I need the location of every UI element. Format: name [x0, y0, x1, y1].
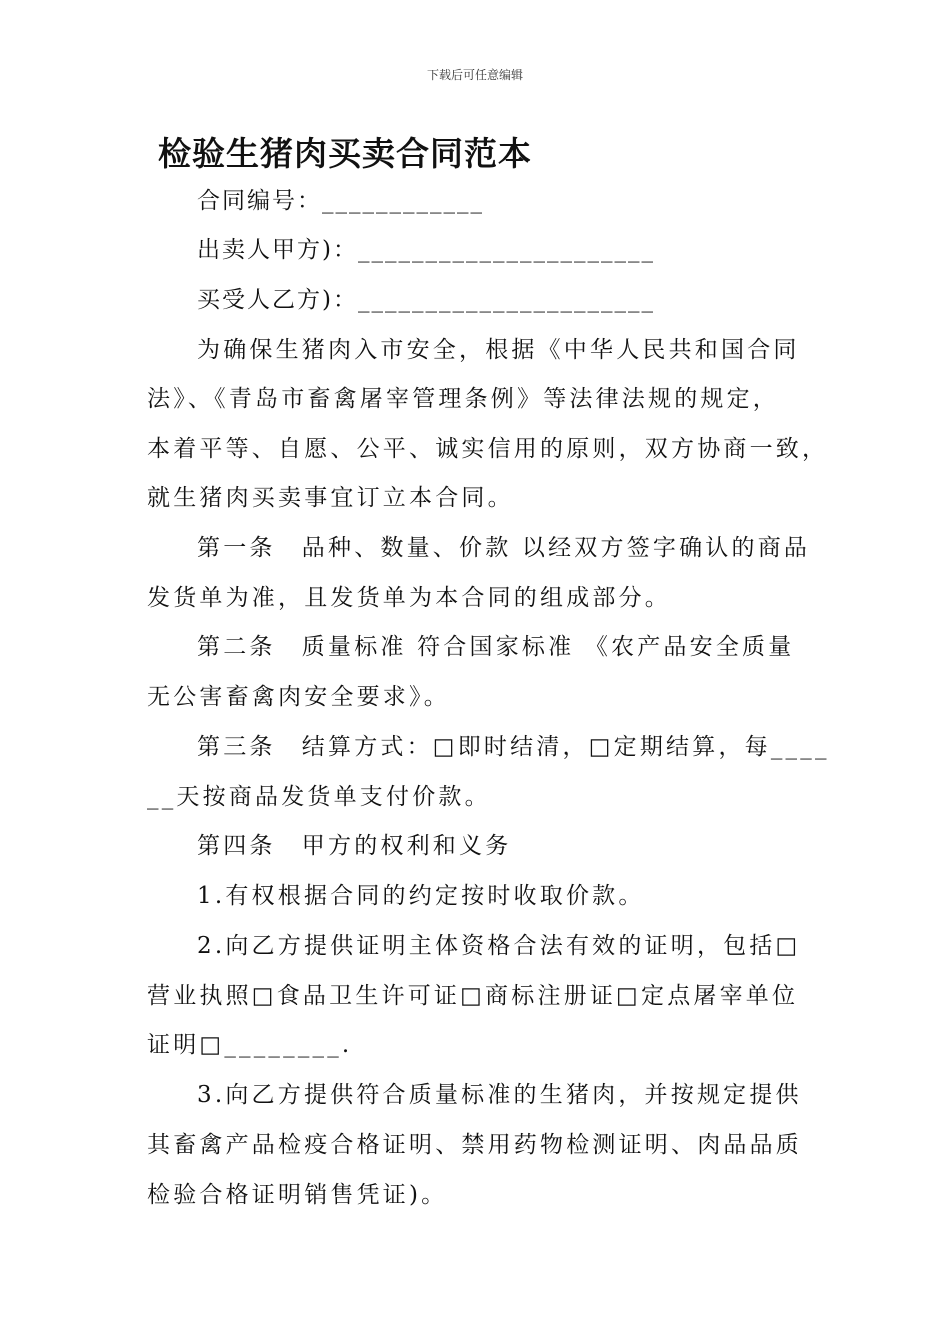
article-4-item-2-line-3: 证明□________. [147, 1032, 353, 1058]
preamble-line-1: 为确保生猪肉入市安全，根据《中华人民共和国合同 [197, 337, 800, 363]
article-4-item-2-line-1: 2.向乙方提供证明主体资格合法有效的证明，包括□ [197, 933, 801, 959]
article-4-item-3-line-1: 3.向乙方提供符合质量标准的生猪肉，并按规定提供 [197, 1082, 802, 1108]
document-title: 检验生猪肉买卖合同范本 [158, 134, 532, 173]
article-3-line-1: 第三条 结算方式：□即时结清，□定期结算，每____ [197, 734, 830, 760]
article-4-item-3-line-2: 其畜禽产品检疫合格证明、禁用药物检测证明、肉品品质 [147, 1132, 802, 1158]
buyer-party-line: 买受人乙方)：______________________ [197, 287, 655, 313]
article-4-heading: 第四条 甲方的权利和义务 [197, 833, 512, 859]
article-4-item-2-line-2: 营业执照□食品卫生许可证□商标注册证□定点屠宰单位 [147, 983, 799, 1009]
preamble-line-2: 法》、《青岛市畜禽屠宰管理条例》等法律法规的规定， [147, 386, 779, 412]
article-4-item-1: 1.有权根据合同的约定按时收取价款。 [197, 883, 645, 909]
preamble-line-3: 本着平等、自愿、公平、诚实信用的原则，双方协商一致， [147, 436, 829, 462]
article-3-line-2: __天按商品发货单支付价款。 [147, 784, 491, 810]
seller-party-line: 出卖人甲方)：______________________ [197, 237, 655, 263]
page-header-note: 下载后可任意编辑 [426, 68, 523, 82]
article-2-line-2: 无公害畜禽肉安全要求》。 [147, 684, 450, 710]
preamble-line-4: 就生猪肉买卖事宜订立本合同。 [147, 485, 514, 511]
contract-number-line: 合同编号：____________ [197, 188, 484, 214]
article-2-line-1: 第二条 质量标准 符合国家标准 《农产品安全质量 [197, 634, 795, 660]
article-1-line-2: 发货单为准，且发货单为本合同的组成部分。 [147, 585, 671, 611]
article-4-item-3-line-3: 检验合格证明销售凭证)。 [147, 1182, 448, 1208]
article-1-line-1: 第一条 品种、数量、价款 以经双方签字确认的商品 [197, 535, 811, 561]
